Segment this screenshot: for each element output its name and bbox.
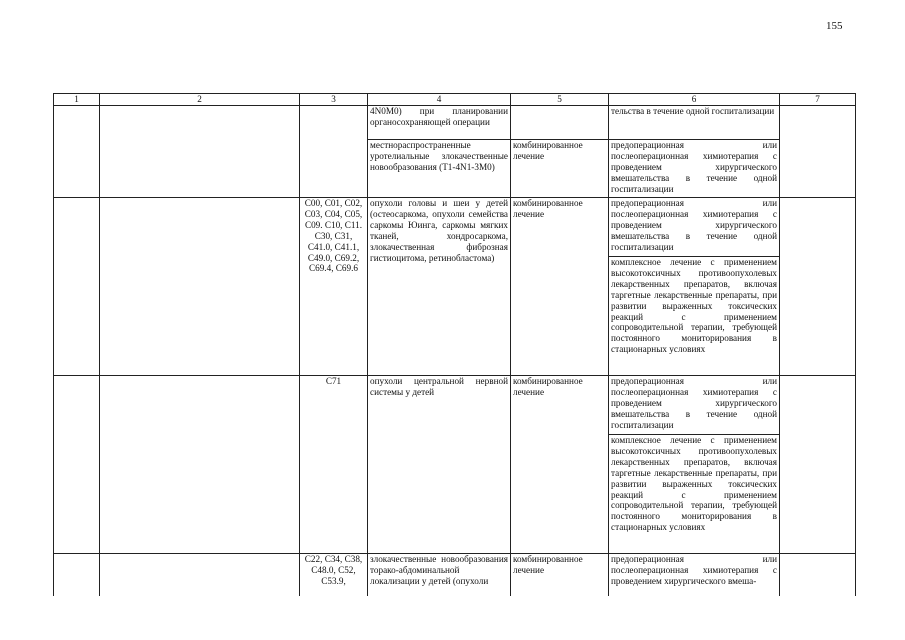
cell-method: комплексное лечение с применением высокотоксичных противоопухолевых лекарственных препаратов, включая таргетные лекарственные препараты, при развитии выраженных токсических реакций с применением сопроводительной терапии, требующей постоянного мониторирования в стационарных условиях	[609, 257, 780, 376]
cell-disease: опухоли центральной нервной системы у детей	[368, 376, 511, 554]
cell-method: предоперационная или послеоперационная химиотерапия с проведением хирургического вмеша-	[609, 554, 780, 614]
cell-method: комплексное лечение с применением высокотоксичных противоопухолевых лекарственных препаратов, включая таргетные лекарственные препараты, при развитии выраженных токсических реакций с применением сопроводительной терапии, требующей постоянного мониторирования в стационарных условиях	[609, 435, 780, 554]
cell-treatment: комбинированное лечение	[511, 554, 609, 614]
cell-code: C22, C34, C38, C48.0, C52, C53.9,	[300, 554, 368, 614]
col-header-1: 1	[54, 94, 100, 106]
cell-col2	[100, 198, 300, 376]
table-row	[54, 106, 856, 140]
cell-treatment	[511, 106, 609, 140]
cell-code: C00, C01, C02, C03, C04, C05, C09. C10, C11. C30, C31, C41.0, C41.1, C49.0, C69.2, C69.4, C69.6	[300, 198, 368, 376]
cell-disease: 4N0M0) при планировании органосохраняющей операции	[368, 106, 511, 140]
col-header-3: 3	[300, 94, 368, 106]
col-header-7: 7	[780, 94, 856, 106]
table-row	[54, 198, 856, 257]
cell-col7	[780, 106, 856, 198]
cell-method: предоперационная или послеоперационная химиотерапия с проведением хирургического вмешательства в течение одной госпитализации	[609, 198, 780, 257]
cell-col1	[54, 198, 100, 376]
page-number: 155	[826, 20, 843, 32]
cell-method: предоперационная или послеоперационная химиотерапия с проведением хирургического вмешательства в течение одной госпитализации	[609, 140, 780, 198]
col-header-2: 2	[100, 94, 300, 106]
table-row	[54, 376, 856, 435]
cell-col2	[100, 106, 300, 198]
page-bottom-margin	[0, 596, 905, 640]
cell-code: C71	[300, 376, 368, 554]
cell-disease: опухоли головы и шеи у детей (остеосаркома, опухоли семейства саркомы Юинга, саркомы мягких тканей, хондросаркома, злокачественная фиброзная гистиоцитома, ретинобластома)	[368, 198, 511, 376]
cell-treatment: комбинированное лечение	[511, 198, 609, 376]
col-header-6: 6	[609, 94, 780, 106]
column-number-row	[54, 94, 856, 106]
cell-col1	[54, 106, 100, 198]
cell-col7	[780, 198, 856, 376]
cell-disease: местнораспространенные уротелиальные злокачественные новообразования (T1-4N1-3M0)	[368, 140, 511, 198]
cell-col7	[780, 376, 856, 554]
col-header-4: 4	[368, 94, 511, 106]
cell-treatment: комбинированное лечение	[511, 376, 609, 554]
cell-method: предоперационная или послеоперационная химиотерапия с проведением хирургического вмешательства в течение одной госпитализации	[609, 376, 780, 435]
cell-col1	[54, 376, 100, 554]
cell-method: тельства в течение одной госпитализации	[609, 106, 780, 140]
col-header-5: 5	[511, 94, 609, 106]
medical-care-table	[53, 93, 856, 614]
cell-disease: злокачественные новообразования торако-абдоминальной локализации у детей (опухоли	[368, 554, 511, 614]
cell-code	[300, 106, 368, 198]
cell-col2	[100, 376, 300, 554]
cell-treatment: комбинированное лечение	[511, 140, 609, 198]
